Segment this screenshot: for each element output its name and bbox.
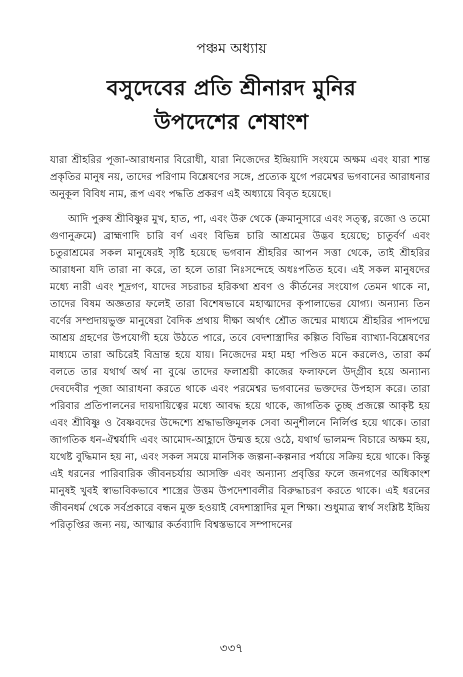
paragraph-main: আদি পুরুষ শ্রীবিষ্ণুর মুখ, হাত, পা, এবং উরু থেকে (ক্রমানুসারে এবং সত্ত্ব, রজো ও তমো গুণানুক্রমে) ব্রাহ্মণাদি চারি বর্ণ এবং বিভিন্ন চারি আশ্রমের উদ্ভব হয়েছে; চাতুর্বর্ণ এবং চতুরাশ্রমের সকল মানুষেরই সৃষ্টি হয়েছে ভগবান শ্রীহরির আপন সত্তা থেকে, তাই শ্রীহরির আরাধনা যদি তারা না করে, তা হলে তারা নিঃসন্দেহে অধঃপতিত হবে। এই সকল মানুষদের মধ্যে নারী এবং শূদ্রগণ, যাদের সচরাচর হরিকথা শ্রবণ ও কীর্তনের সংযোগ তেমন থাকে না, তাদের বিষম অজ্ঞতার ফলেই তারা বিশেষভাবে মহাত্মাদের কৃপালাভের যোগ্য। অন্যান্য তিন বর্ণের সম্প্রদায়ভুক্ত মানুষেরা বৈদিক প্রথায় দীক্ষা অর্থাৎ শ্রৌত জন্মের মাধ্যমে শ্রীহরির পাদপদ্মে আশ্রয় গ্রহণের উপযোগী হয়ে উঠতে পারে, তবে বেদশাস্ত্রাদির কল্পিত বিভিন্ন ব্যাখ্যা-বিশ্লেষণের মাধ্যমে তারা অচিরেই বিভ্রান্ত হয়ে যায়। নিজেদের মহা মহা পণ্ডিত মনে করলেও, তারা কর্ম বলতে তার যথার্থ অর্থ না বুঝে তাদের ফলাশ্রয়ী কাজের ফলাফলে উদ্‌গ্রীব হয়ে অন্যান্য দেবদেবীর পূজা আরাধনা করতে থাকে এবং পরমেশ্বর ভগবানের ভক্তদের উপহাস করে। তারা পরিবার প্রতিপালনের দায়দায়িত্বের মধ্যে আবদ্ধ হয়ে থাকে, জাগতিক তুচ্ছ প্রজল্পে আকৃষ্ট হয় এবং শ্রীবিষ্ণু ও বৈষ্ণবদের উদ্দেশ্যে শ্রদ্ধাভক্তিমূলক সেবা অনুশীলনে নির্লিপ্ত হয়ে থাকে। তারা জাগতিক ধন-ঐশ্বর্যাদি এবং আমোদ-আহ্লাদে উন্মত্ত হয়ে ওঠে, যথার্থ ভালমন্দ বিচারে অক্ষম হয়, যথেষ্ট বুদ্ধিমান হয় না, এবং সকল সময়ে মানসিক জল্পনা-কল্পনার পর্যায়ে সক্রিয় হয়ে থাকে। কিন্তু এই ধরনের পারিবারিক জীবনচর্যায় আসক্তি এবং অন্যান্য প্রবৃত্তির ফলে জনগণের অধিকাংশ মানুষই খুবই স্বাভাবিকভাবে শাস্ত্রের উত্তম উপদেশাবলীর বিরুদ্ধাচরণ করতে থাকে। এই ধরনের জীবনধর্ম থেকে সর্বপ্রকারে বন্ধন মুক্ত হওয়াই বেদশাস্ত্রাদির মূল শিক্ষা। শুধুমাত্র স্বার্থ সংশ্লিষ্ট ইন্দ্রিয় পরিতৃপ্তির জন্য নয়, আত্মার কর্তব্যাদি বিশ্বস্তভাবে সম্পাদনের	[50, 214, 430, 531]
paragraph-summary: যারা শ্রীহরির পূজা-আরাধনার বিরোধী, যারা নিজেদের ইন্দ্রিয়াদি সংযমে অক্ষম এবং যারা শান্ত প্রকৃতির মানুষ নয়, তাদের পরিণাম বিশ্লেষণের সঙ্গে, প্রত্যেক যুগে পরমেশ্বর ভগবানের আরাধনার অনুকূল বিবিধ নাম, রূপ এবং পদ্ধতি প্রকরণ এই অধ্যায়ে বিবৃত হয়েছে।	[50, 155, 430, 200]
chapter-title-line-1: বসুদেবের প্রতি শ্রীনারদ মুনির	[106, 76, 357, 100]
chapter-label: পঞ্চম অধ্যায়	[196, 41, 267, 57]
chapter-title-line-2: উপদেশের শেষাংশ	[154, 110, 309, 134]
body-text	[50, 152, 430, 534]
page-number: ৩৩৭	[219, 641, 244, 655]
